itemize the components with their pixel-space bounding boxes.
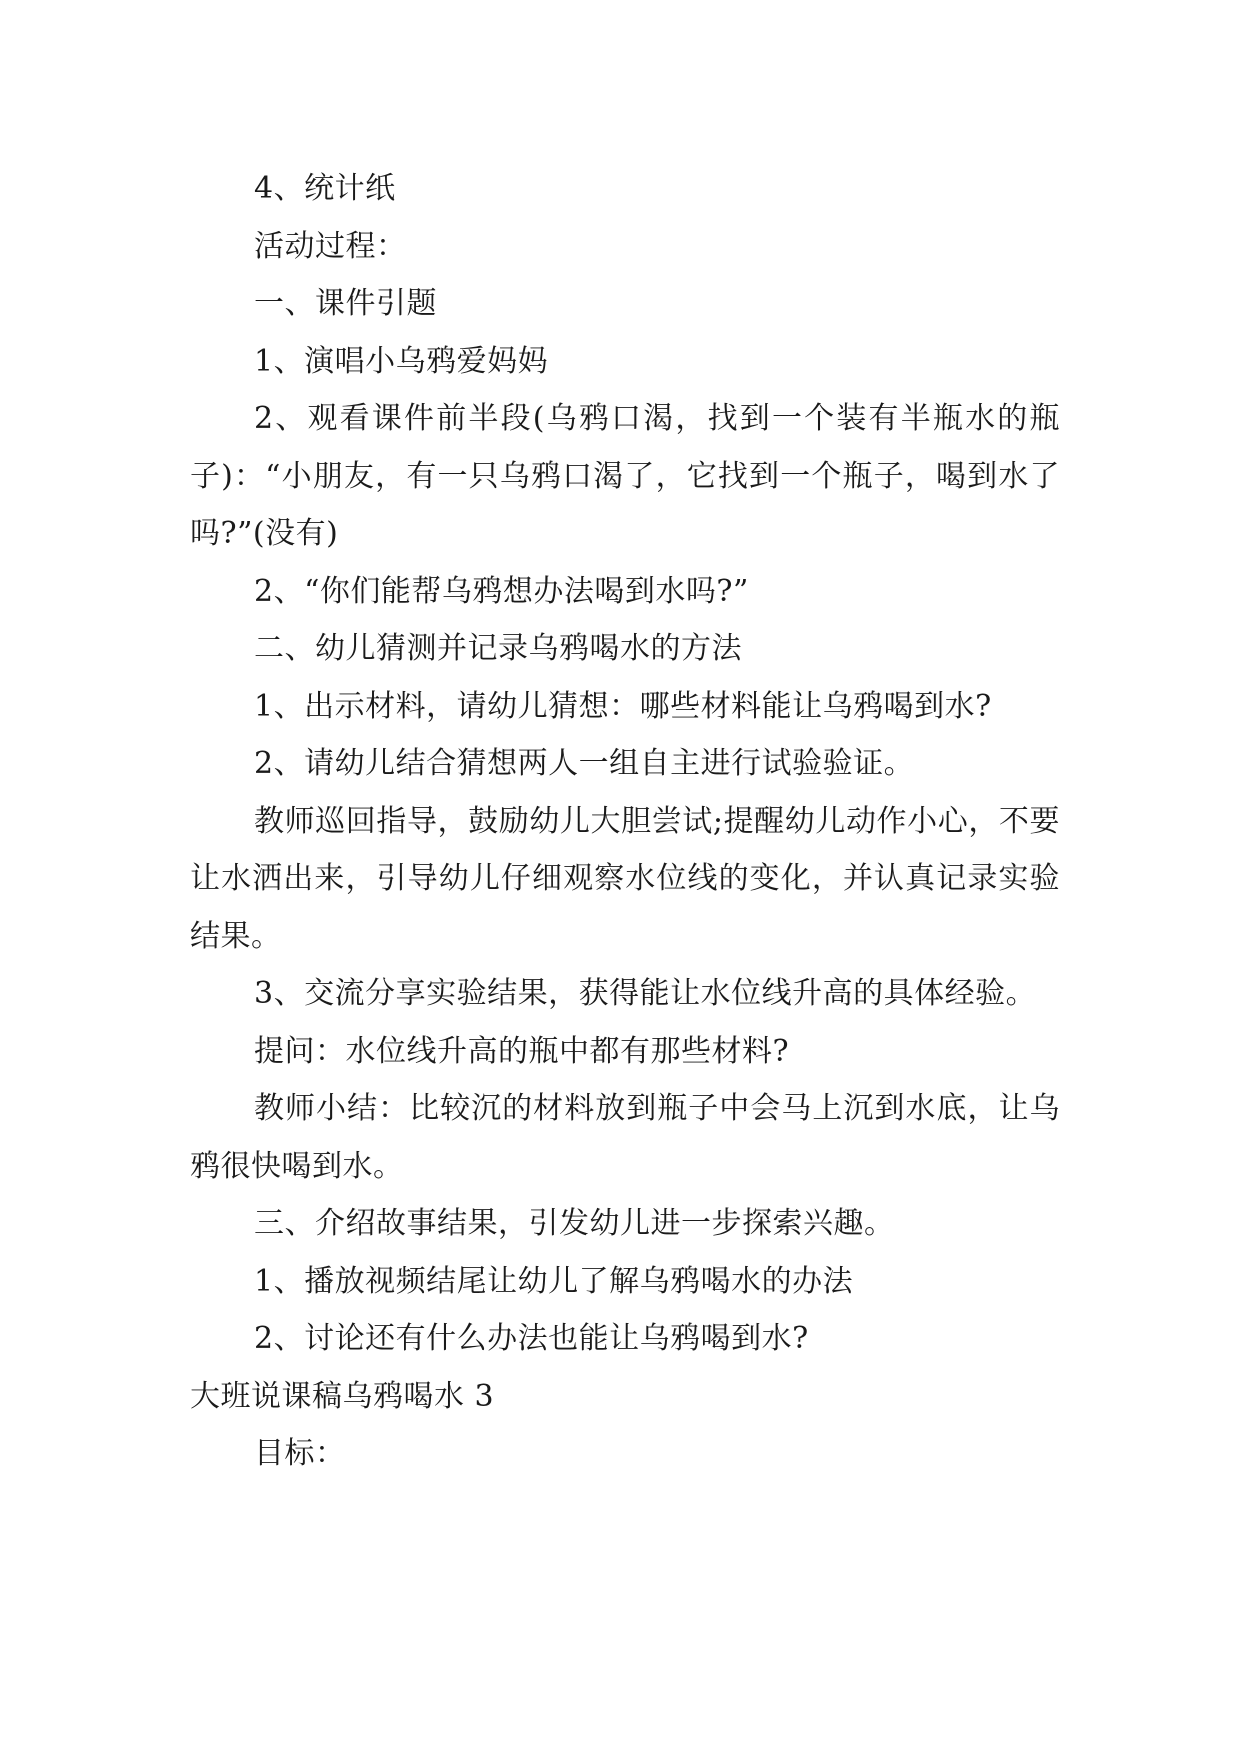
paragraph: 4、统计纸 [254,171,396,206]
paragraph: 目标： [254,1436,346,1471]
paragraph: 一、课件引题 [254,286,437,321]
document-body [190,160,1060,1483]
section-heading: 大班说课稿乌鸦喝水 3 [190,1378,495,1414]
paragraph: 1、演唱小乌鸦爱妈妈 [254,343,549,379]
paragraph: 提问：水位线升高的瓶中都有那些材料? [254,1033,790,1069]
paragraph: 3、交流分享实验结果，获得能让水位线升高的具体经验。 [254,976,1037,1011]
paragraph: 教师小结：比较沉的材料放到瓶子中会马上沉到水底，让乌鸦很快喝到水。 [190,1091,1060,1184]
paragraph: 2、请幼儿结合猜想两人一组自主进行试验验证。 [254,746,915,781]
paragraph: 三、介绍故事结果，引发幼儿进一步探索兴趣。 [254,1206,895,1241]
paragraph: 1、播放视频结尾让幼儿了解乌鸦喝水的办法 [254,1263,854,1299]
paragraph: 1、出示材料，请幼儿猜想：哪些材料能让乌鸦喝到水? [254,688,992,724]
paragraph: 二、幼儿猜测并记录乌鸦喝水的方法 [254,631,742,666]
paragraph: 教师巡回指导，鼓励幼儿大胆尝试;提醒幼儿动作小心，不要让水洒出来，引导幼儿仔细观察水位线的变化，并认真记录实验结果。 [190,803,1060,954]
paragraph: 2、观看课件前半段(乌鸦口渴，找到一个装有半瓶水的瓶子)：“小朋友，有一只乌鸦口渴了，它找到一个瓶子，喝到水了吗?”(没有) [190,401,1060,551]
paragraph: 2、“你们能帮乌鸦想办法喝到水吗?” [254,573,749,609]
paragraph: 2、讨论还有什么办法也能让乌鸦喝到水? [254,1321,809,1356]
paragraph: 活动过程： [254,228,407,264]
